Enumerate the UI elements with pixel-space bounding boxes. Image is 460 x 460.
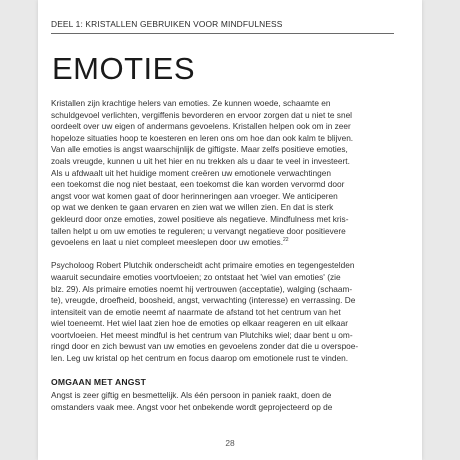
paragraph-3 <box>51 390 396 413</box>
text-line: Angst is zeer giftig en besmettelijk. Als één persoon in paniek raakt, doen de <box>51 390 332 401</box>
text-line: intensiteit van de emotie neemt af naarmate de afstand tot het centrum van het <box>51 306 341 317</box>
text-line: omstanders vaak mee. Angst voor het onbekende wordt geprojecteerd op de <box>51 401 333 412</box>
paragraph-gap <box>51 249 396 261</box>
text-line: Als u afdwaalt uit het huidige moment creëren uw emotionele verwachtingen <box>51 167 331 178</box>
paragraph-2 <box>51 260 396 364</box>
text-line-content: gevoelens en laat u niet compleet meeslepen door uw emoties. <box>51 237 283 248</box>
text-line: wiel toeneemt. Het wiel laat zien hoe de emoties op elkaar reageren en uit elkaar <box>51 318 349 329</box>
text-line: schuldgevoel verlichten, vergiffenis bevorderen en ervoor zorgen dat u niet te snel <box>51 109 353 120</box>
text-line: waaruit secundaire emoties voortvloeien; zo ontstaat het 'wiel van emoties' (zie <box>51 271 341 282</box>
text-line: Van alle emoties is angst waarschijnlijk de giftigste. Maar zelfs positieve emoties, <box>51 144 348 155</box>
text-line: oordeelt over uw eigen of andermans gevoelens. Kristallen helpen ook om in zeer <box>51 121 351 132</box>
text-line: hopeloze situaties hoop te koesteren en leren ons om hoe dan ook kalm te blijven. <box>51 132 354 143</box>
text-line: angst voor wat komen gaat of door herinneringen aan vroeger. We anticiperen <box>51 190 338 201</box>
body-text <box>51 98 396 413</box>
page-number: 28 <box>225 438 235 448</box>
text-line: Kristallen zijn krachtige helers van emoties. Ze kunnen woede, schaamte en <box>51 98 331 108</box>
text-line: een toekomst die nog niet bestaat, een toekomst die kan worden vervormd door <box>51 179 345 190</box>
text-line: tallen helpt u om uw emoties te reguleren; u vervangt negatieve door positievere <box>51 225 346 236</box>
footnote-reference: 22 <box>283 237 289 244</box>
text-line-last <box>51 237 396 249</box>
text-line: zoals vreugde, kunnen u uit het hier en nu trekken als u daar te veel in investeert. <box>51 155 350 166</box>
text-line: te), vreugde, droefheid, boosheid, angst, verwachting (interesse) en verrassing. De <box>51 295 356 306</box>
text-line: ringd door en zich bewust van uw emoties en gevoelens zonder dat die u overspoe- <box>51 341 359 352</box>
paragraph-1 <box>51 98 396 249</box>
text-line: gekleurd door onze emoties, zowel positieve als negatieve. Mindfulness met kris- <box>51 213 349 224</box>
header-rule <box>51 33 394 34</box>
text-line: op wat we denken te gaan ervaren en zien wat we willen zien. En dat is sterk <box>51 202 334 213</box>
text-line: Psycholoog Robert Plutchik onderscheidt acht primaire emoties en tegengestelden <box>51 260 355 271</box>
section-subheading: OMGAAN MET ANGST <box>51 377 147 388</box>
text-line: blz. 29). Als primaire emoties noemt hij vertrouwen (acceptatie), walging (schaam- <box>51 283 353 294</box>
text-line: len. Leg uw kristal op het centrum en focus daarop om emotionele rust te vinden. <box>51 353 349 364</box>
paragraph-gap <box>51 365 396 377</box>
text-line: voortvloeien. Het meest mindful is het centrum van Plutchiks wiel; daar bent u om- <box>51 329 353 340</box>
page-title: EMOTIES <box>52 51 196 86</box>
running-head: DEEL 1: KRISTALLEN GEBRUIKEN VOOR MINDFULNESS <box>51 19 283 29</box>
